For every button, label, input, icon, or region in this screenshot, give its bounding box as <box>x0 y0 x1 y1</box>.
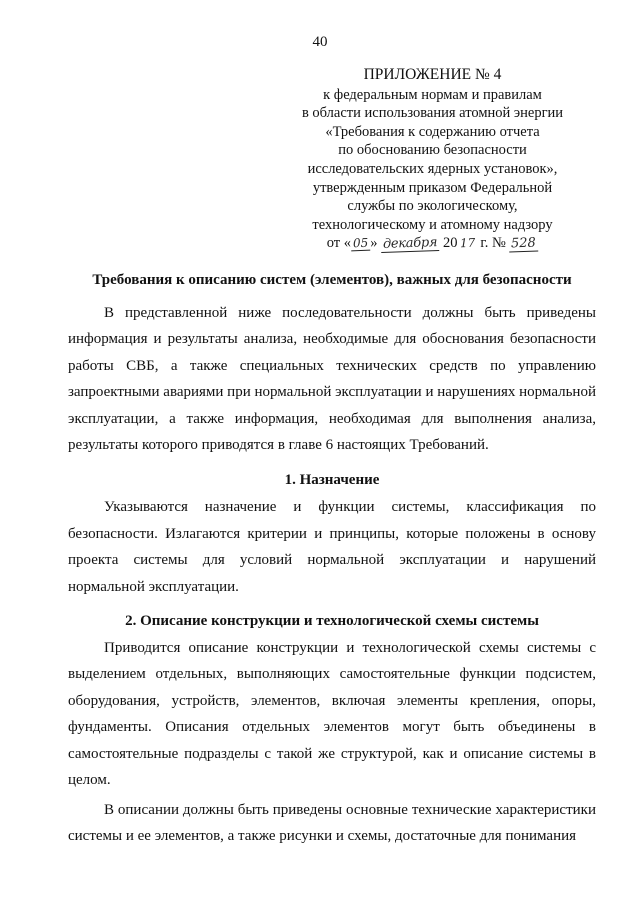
order-day-handwritten: 05 <box>351 236 371 252</box>
order-prefix: от « <box>326 235 351 252</box>
order-quote-close: » <box>370 235 378 252</box>
order-year-prefix: 20 <box>443 235 458 252</box>
appendix-line: исследовательских ядерных установок», <box>307 160 558 177</box>
appendix-line: к федеральным нормам и правилам <box>323 86 542 103</box>
appendix-line: службы по экологическому, <box>347 198 518 215</box>
appendix-line: утвержденным приказом Федеральной <box>312 179 553 196</box>
intro-paragraph: В представленной ниже последовательности должны быть приведены информация и результаты анализа, необходимые для обоснования безопасности работы СВБ, а также специальных технических средств по управлению запроектными авариями при нормальной эксплуатации и нарушениях нормальной эксплуатации, а также информация, необходимая для выполнения анализа, результаты которого приводятся в главе 6 настоящих Требований. <box>68 305 596 454</box>
order-year-handwritten: 17 <box>459 236 476 251</box>
appendix-line: в области использования атомной энергии <box>301 105 564 122</box>
appendix-block <box>250 66 615 253</box>
section-heading-purpose: 1. Назначение <box>284 472 380 489</box>
order-month-handwritten: декабря <box>381 236 440 253</box>
appendix-line: по обоснованию безопасности <box>338 142 527 159</box>
section-heading-design: 2. Описание конструкции и технологической схемы системы <box>125 613 539 630</box>
page-number: 40 <box>312 34 328 50</box>
document-body <box>68 272 596 849</box>
appendix-title: ПРИЛОЖЕНИЕ № 4 <box>363 66 502 83</box>
section-paragraph: Указываются назначение и функции системы, классификация по безопасности. Излагаются критерии и принципы, которые положены в основу проекта системы для условий нормальной эксплуатации и нарушений нормальной эксплуатации. <box>68 499 596 595</box>
main-heading: Требования к описанию систем (элементов), важных для безопасности <box>92 272 572 288</box>
order-number-handwritten: 528 <box>509 237 538 253</box>
order-date-line <box>250 234 615 253</box>
appendix-line: «Требования к содержанию отчета <box>325 123 540 140</box>
section-paragraph: В описании должны быть приведены основные технические характеристики системы и ее элементов, а также рисунки и схемы, достаточные для понимания <box>68 801 596 844</box>
section-paragraph: Приводится описание конструкции и технологической схемы системы с выделением отдельных, выполняющих самостоятельные функции подсистем, оборудования, устройств, элементов, включая элементы крепления, опоры, фундаменты. Описания отдельных элементов могут быть объединены в самостоятельные подразделы с такой же структурой, как и описание системы в целом. <box>68 640 596 789</box>
order-year-text: г. № <box>480 235 506 252</box>
appendix-line: технологическому и атомному надзору <box>312 216 553 233</box>
